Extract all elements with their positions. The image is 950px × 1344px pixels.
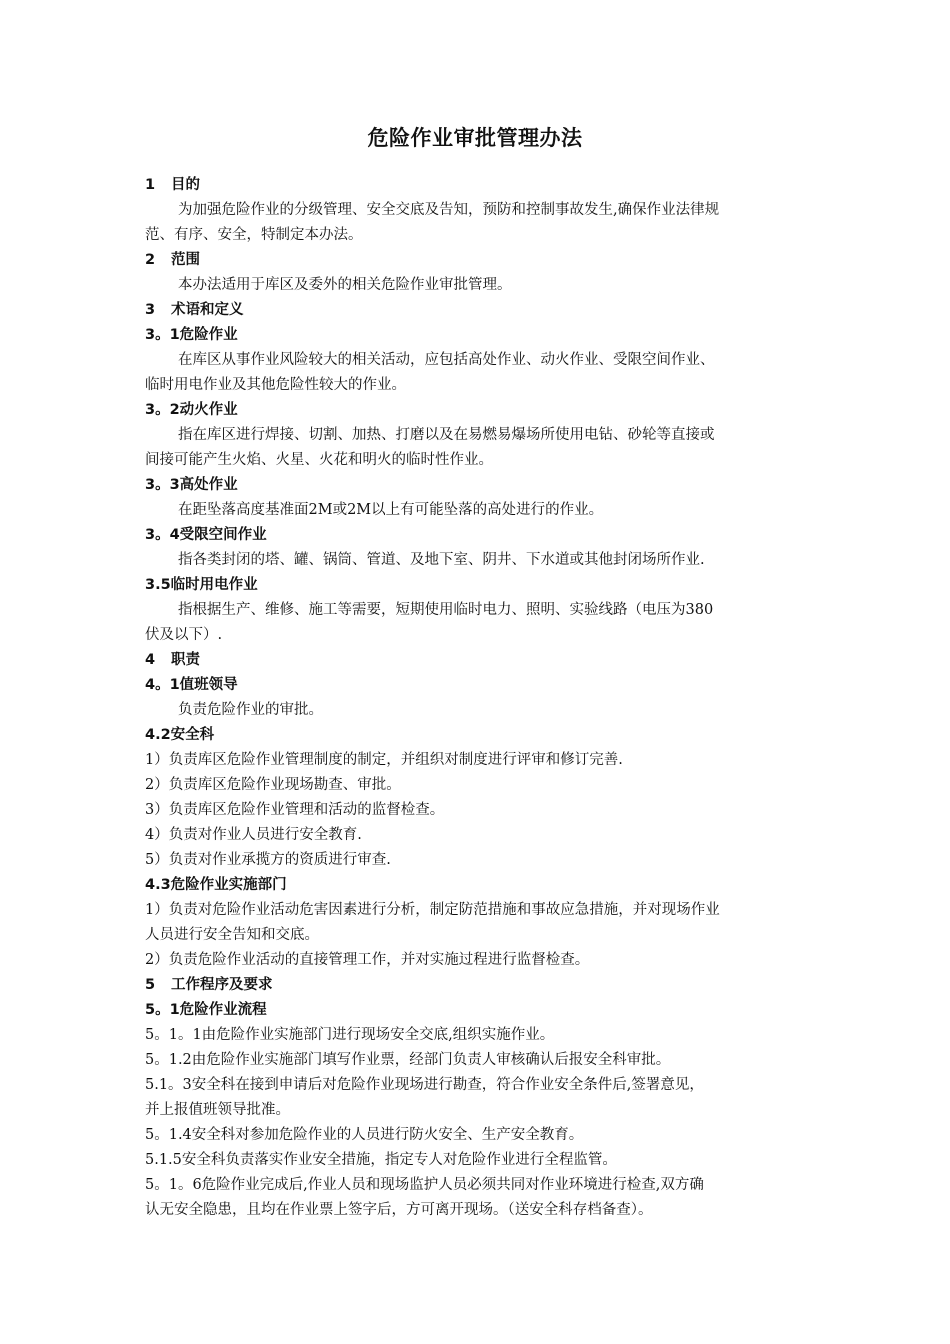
paragraph-line: 在库区从事作业风险较大的相关活动，应包括高处作业、动火作业、受限空间作业、: [178, 352, 715, 368]
paragraph-line: 临时用电作业及其他危险性较大的作业。: [145, 377, 406, 393]
paragraph-line: 指在库区进行焊接、切割、加热、打磨以及在易燃易爆场所使用电钻、砂轮等直接或: [178, 427, 715, 443]
paragraph-line: 并上报值班领导批准。: [145, 1102, 290, 1118]
paragraph-line: 5。1.2由危险作业实施部门填写作业票，经部门负责人审核确认后报安全科审批。: [145, 1052, 671, 1068]
section-number: 1: [145, 177, 156, 193]
section-number: 2: [145, 252, 156, 268]
section-heading: [145, 998, 810, 1023]
paragraph-line: 5.1.5安全科负责落实作业安全措施，指定专人对危险作业进行全程监管。: [145, 1152, 617, 1168]
section-heading-text: 工作程序及要求: [171, 977, 273, 993]
section-heading: [145, 523, 810, 548]
paragraph-line: 3）负责库区危险作业管理和活动的监督检查。: [145, 802, 445, 818]
document-title: 危险作业审批管理办法: [367, 126, 583, 150]
paragraph-line: 5。1。1由危险作业实施部门进行现场安全交底,组织实施作业。: [145, 1027, 555, 1043]
section-heading-text: 3。3高处作业: [145, 477, 238, 493]
section-heading-text: 4。1值班领导: [145, 677, 238, 693]
section-number: 4: [145, 652, 156, 668]
section-heading-text: 5。1危险作业流程: [145, 1002, 267, 1018]
section-heading-text: 范围: [171, 252, 200, 268]
paragraph-line: 为加强危险作业的分级管理、安全交底及告知，预防和控制事故发生,确保作业法律规: [178, 202, 720, 218]
paragraph-line: 5）负责对作业承揽方的资质进行审查.: [145, 852, 391, 868]
section-heading: [145, 723, 810, 748]
paragraph-line: 认无安全隐患，且均在作业票上签字后，方可离开现场。（送安全科存档备查）。: [145, 1202, 653, 1218]
paragraph-line: 2）负责库区危险作业现场勘查、审批。: [145, 777, 401, 793]
paragraph-line: 伏及以下）.: [145, 627, 223, 643]
section-heading: [145, 673, 810, 698]
section-heading: [145, 398, 810, 423]
section-heading-text: 3.5临时用电作业: [145, 577, 258, 593]
paragraph-line: 4）负责对作业人员进行安全教育.: [145, 827, 362, 843]
section-heading-text: 职责: [171, 652, 200, 668]
section-heading: [145, 323, 810, 348]
section-heading-text: 3。4受限空间作业: [145, 527, 267, 543]
paragraph-line: 在距坠落高度基准面2M或2M以上有可能坠落的高处进行的作业。: [178, 502, 604, 518]
section-heading: [145, 873, 810, 898]
paragraph-line: 5.1。3安全科在接到申请后对危险作业现场进行勘查，符合作业安全条件后,签署意见，: [145, 1077, 704, 1093]
section-number: 3: [145, 302, 156, 318]
section-heading: [145, 248, 810, 273]
section-heading: [145, 173, 810, 198]
paragraph-line: 2）负责危险作业活动的直接管理工作，并对实施过程进行监督检查。: [145, 952, 590, 968]
section-number: 5: [145, 977, 156, 993]
section-heading: [145, 473, 810, 498]
paragraph-line: 间接可能产生火焰、火星、火花和明火的临时性作业。: [145, 452, 493, 468]
section-heading-text: 4.3危险作业实施部门: [145, 877, 287, 893]
paragraph-line: 指各类封闭的塔、罐、锅筒、管道、及地下室、阴井、下水道或其他封闭场所作业.: [178, 552, 705, 568]
section-heading-text: 目的: [171, 177, 200, 193]
section-heading-text: 术语和定义: [171, 302, 244, 318]
paragraph-line: 范、有序、安全，特制定本办法。: [145, 227, 363, 243]
paragraph-line: 负责危险作业的审批。: [178, 702, 323, 718]
paragraph-line: 1）负责库区危险作业管理制度的制定，并组织对制度进行评审和修订完善.: [145, 752, 623, 768]
paragraph-line: 1）负责对危险作业活动危害因素进行分析，制定防范措施和事故应急措施，并对现场作业: [145, 902, 720, 918]
section-heading: [145, 973, 810, 998]
document-body: [145, 173, 810, 1223]
paragraph-line: 本办法适用于库区及委外的相关危险作业审批管理。: [178, 277, 512, 293]
section-heading-text: 3。2动火作业: [145, 402, 238, 418]
paragraph-line: 5。1。6危险作业完成后,作业人员和现场监护人员必须共同对作业环境进行检查,双方确: [145, 1177, 704, 1193]
section-heading-text: 3。1危险作业: [145, 327, 238, 343]
section-heading: [145, 648, 810, 673]
paragraph-line: 人员进行安全告知和交底。: [145, 927, 319, 943]
paragraph-line: 5。1.4安全科对参加危险作业的人员进行防火安全、生产安全教育。: [145, 1127, 584, 1143]
paragraph-line: 指根据生产、维修、施工等需要，短期使用临时电力、照明、实验线路（电压为380: [178, 602, 714, 618]
section-heading: [145, 298, 810, 323]
section-heading: [145, 573, 810, 598]
section-heading-text: 4.2安全科: [145, 727, 215, 743]
